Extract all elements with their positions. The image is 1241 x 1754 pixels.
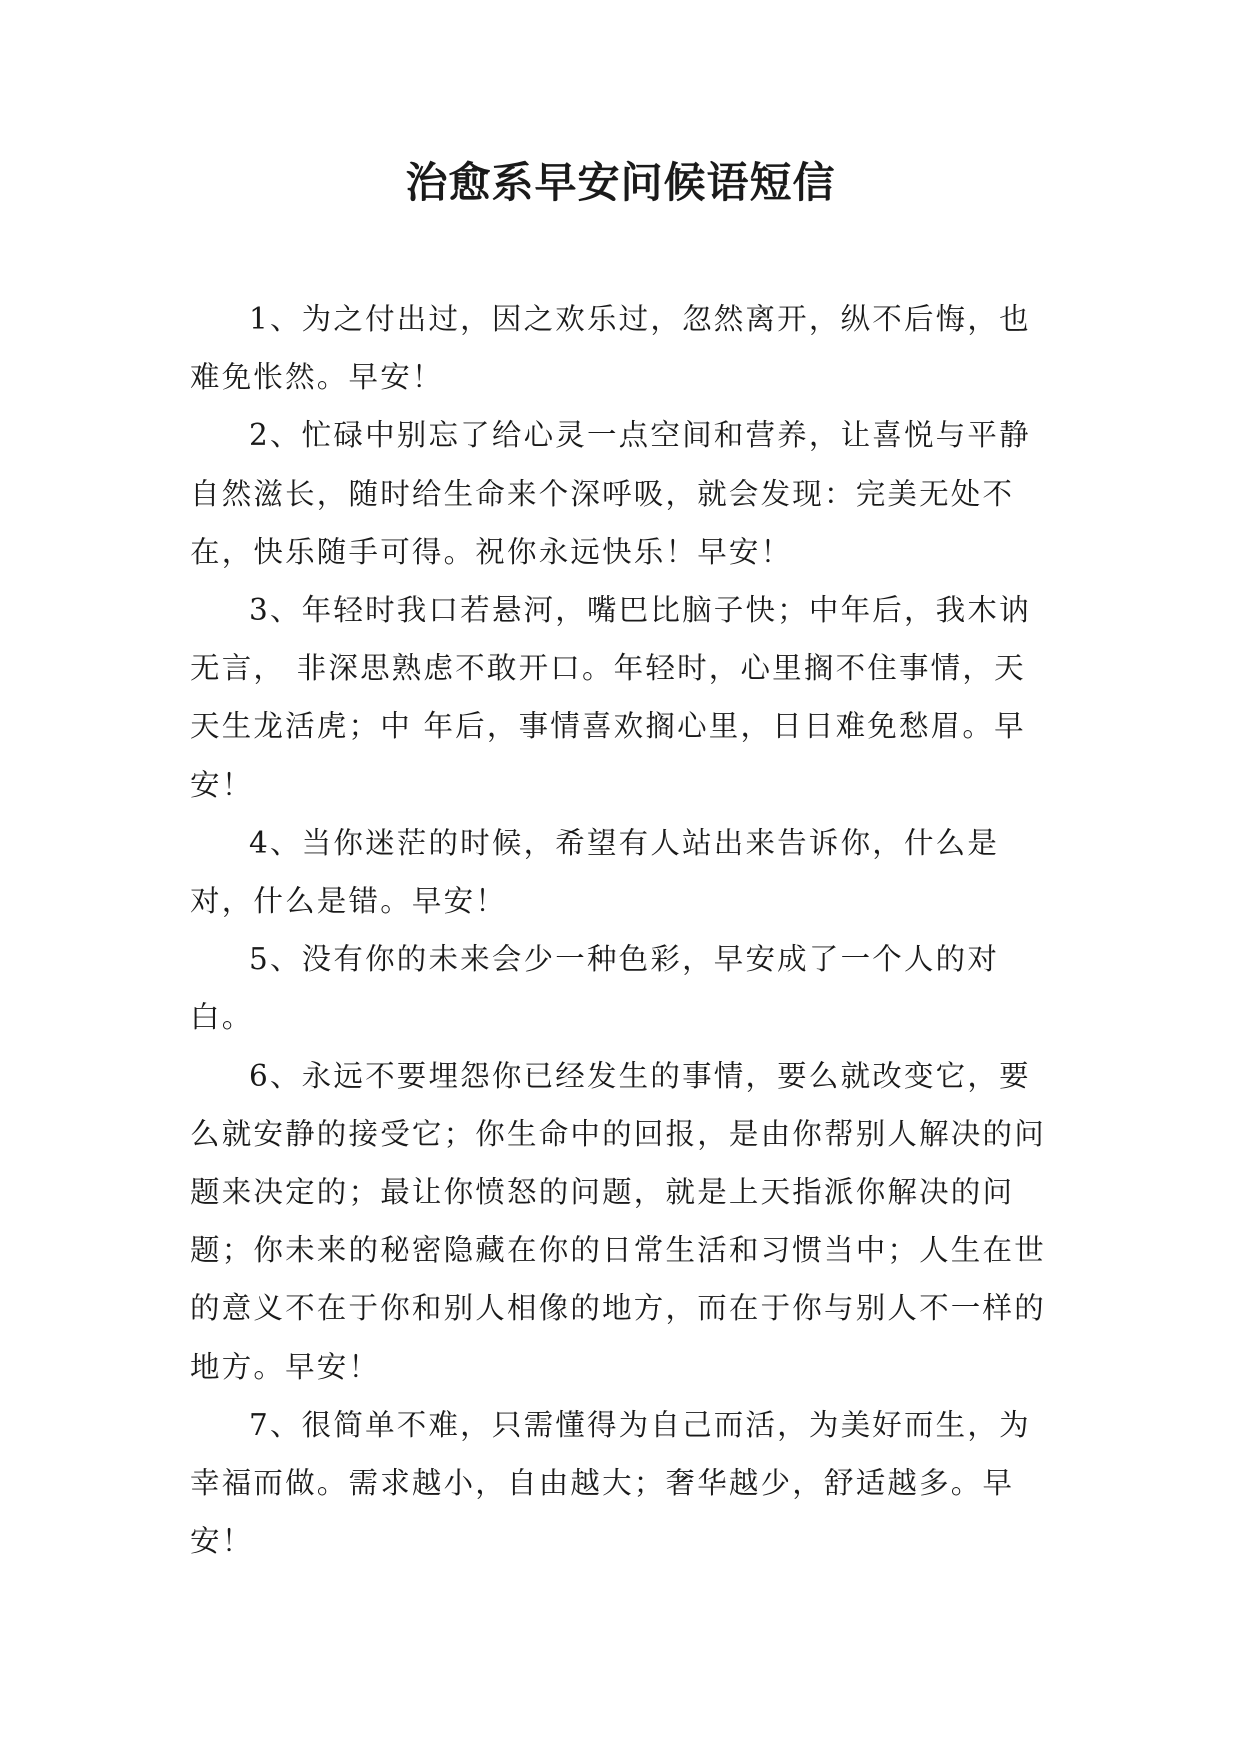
document-title: 治愈系早安问候语短信	[405, 158, 836, 207]
paragraph-1: 1、为之付出过，因之欢乐过，忽然离开，纵不后悔，也难免怅然。早安！	[190, 302, 1031, 395]
paragraph-4: 4、当你迷茫的时候，希望有人站出来告诉你，什么是对，什么是错。早安！	[190, 825, 1000, 919]
document-body	[190, 290, 1052, 1570]
paragraph-5: 5、没有你的未来会少一种色彩，早安成了一个人的对白。	[190, 942, 1000, 1035]
paragraph-6: 6、永远不要埋怨你已经发生的事情，要么就改变它，要么就安静的接受它；你生命中的回报，是由你帮别人解决的问题来决定的；最让你愤怒的问题，就是上天指派你解决的问题；你未来的秘密隐藏在你的日常生活和习惯当中；人生在世的意义不在于你和别人相像的地方，而在于你与别人不一样的地方。早安！	[190, 1058, 1046, 1384]
paragraph-7: 7、很简单不难，只需懂得为自己而活，为美好而生，为幸福而做。需求越小，自由越大；奢华越少，舒适越多。早安！	[190, 1407, 1031, 1559]
paragraph-3: 3、年轻时我口若悬河，嘴巴比脑子快；中年后，我木讷无言， 非深思熟虑不敢开口。年轻时，心里搁不住事情，天天生龙活虎；中 年后，事情喜欢搁心里，日日难免愁眉。早安！	[190, 593, 1031, 802]
paragraph-2: 2、忙碌中别忘了给心灵一点空间和营养，让喜悦与平静自然滋长，随时给生命来个深呼吸，就会发现：完美无处不在，快乐随手可得。祝你永远快乐！早安！	[190, 418, 1031, 569]
